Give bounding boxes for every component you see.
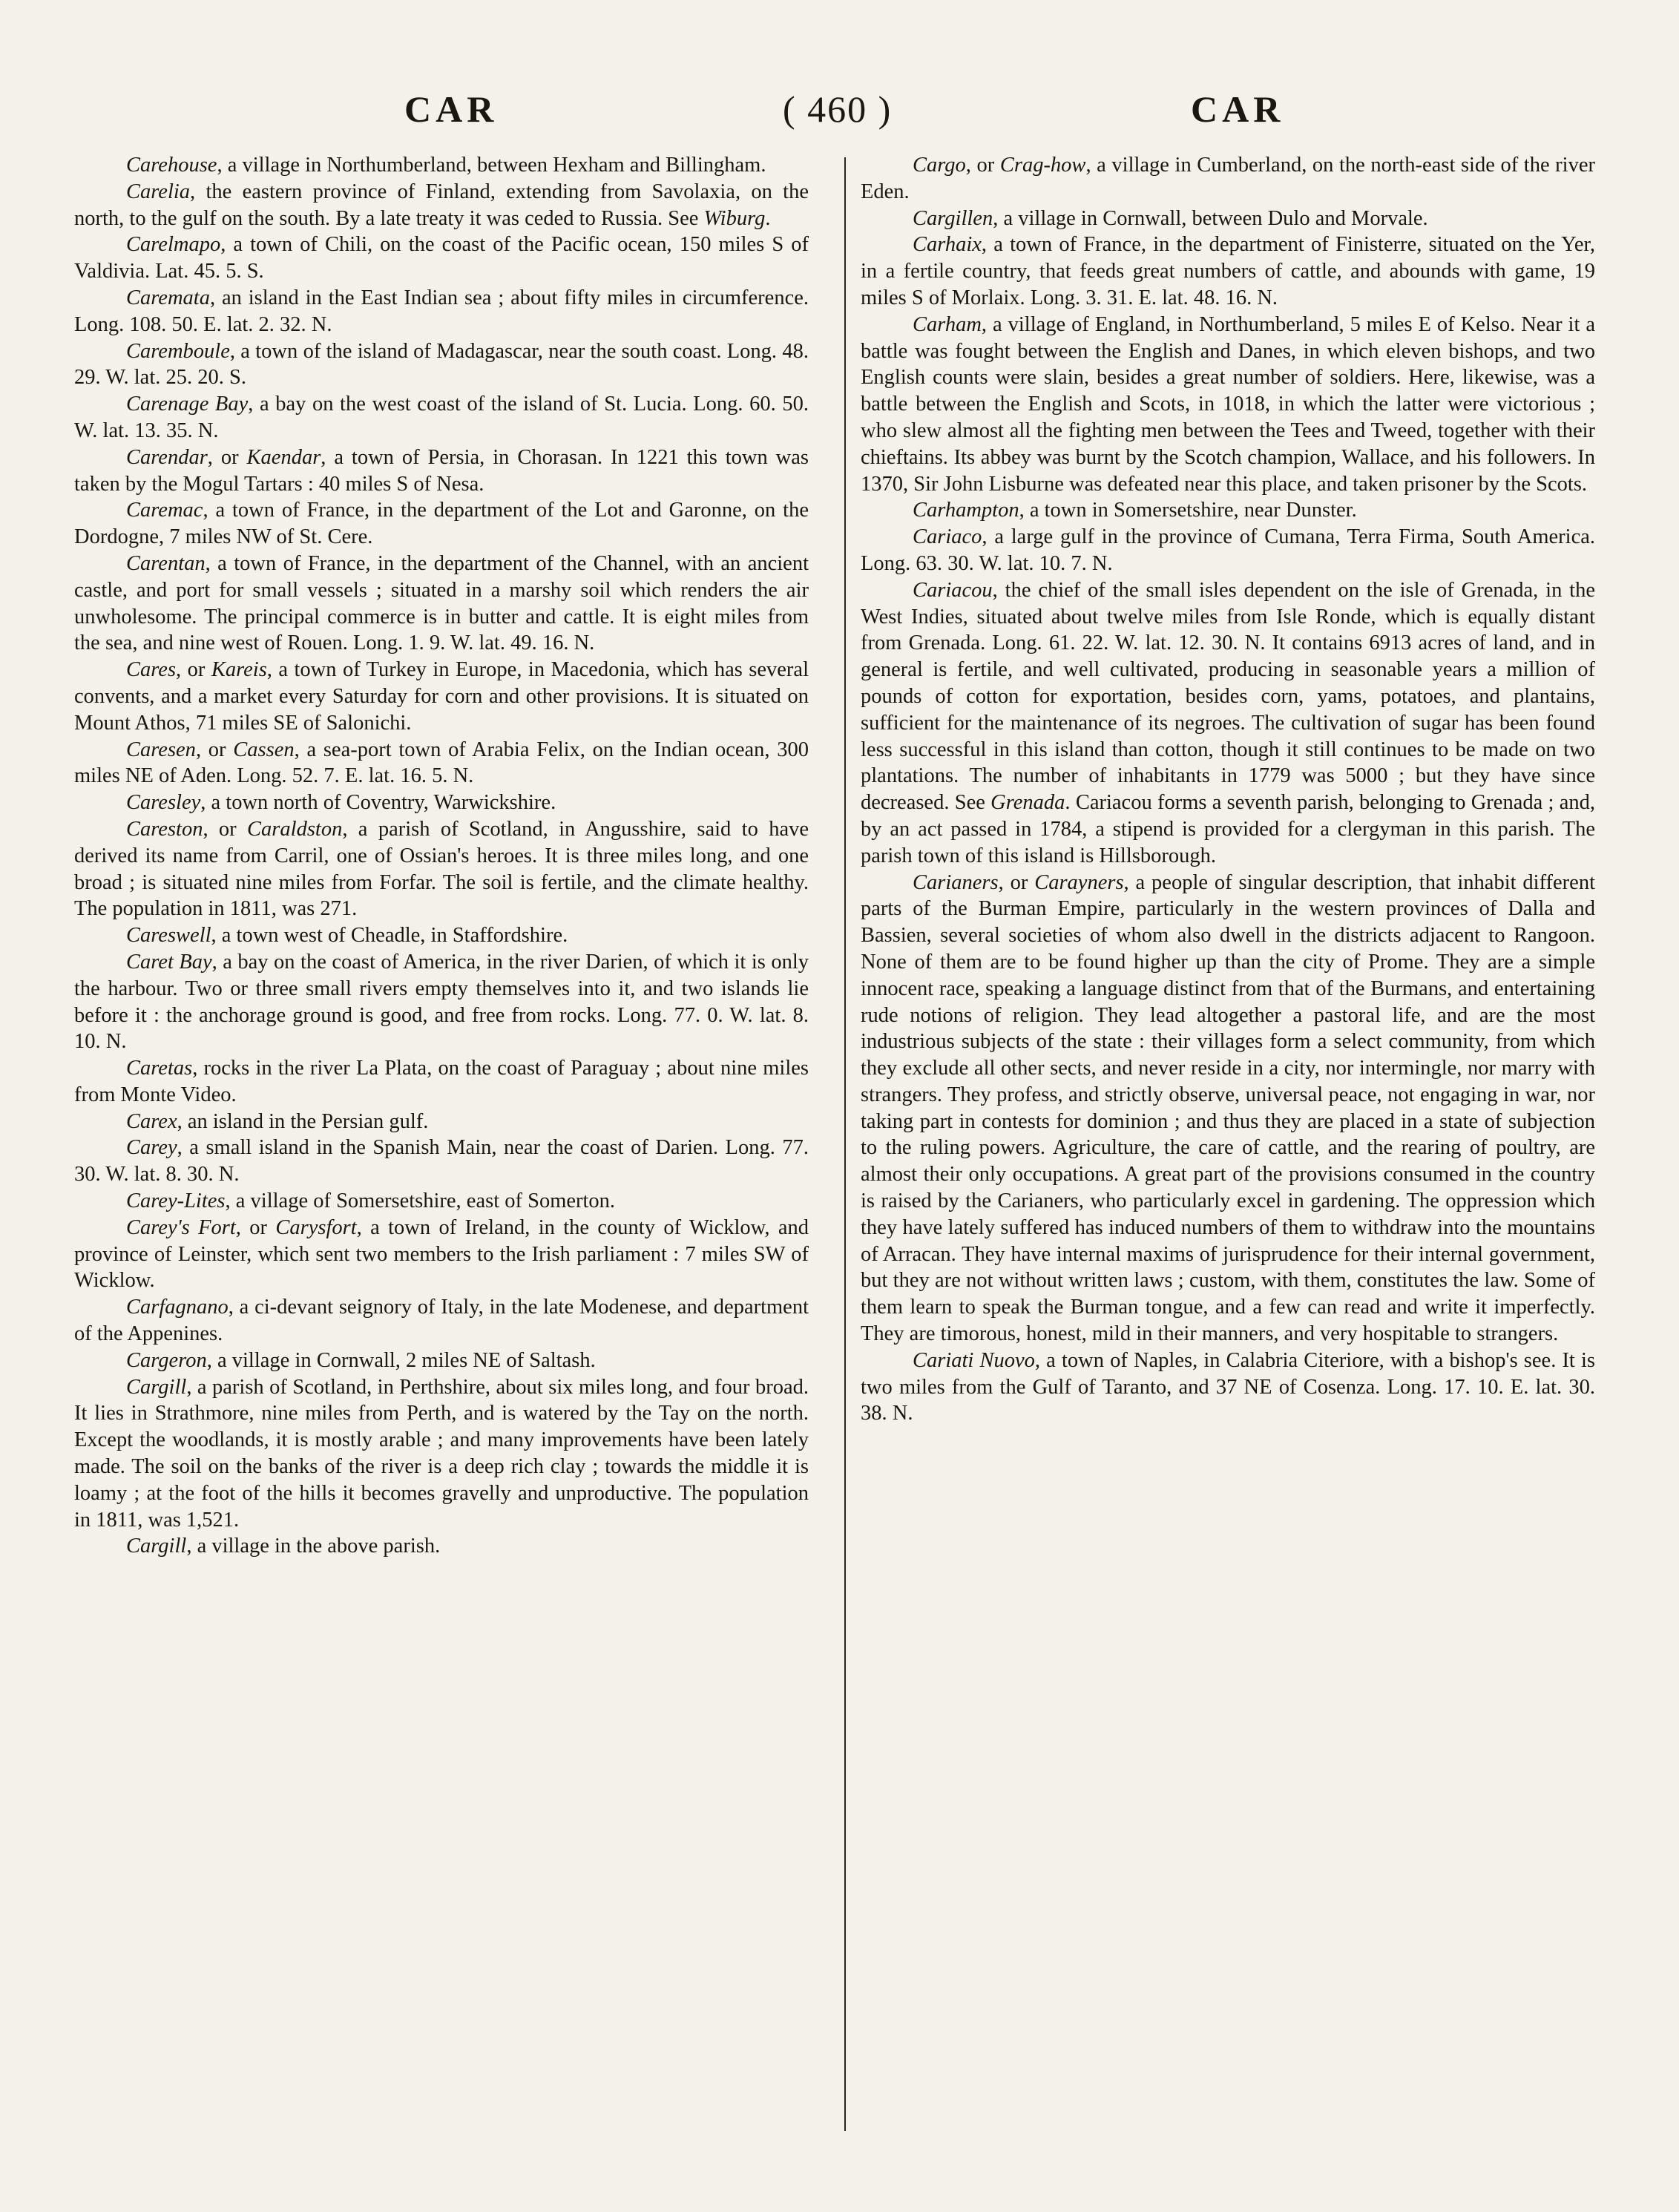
entry-text: , a small island in the Spanish Main, near the coast of Darien. Long. 77. 30. W. lat. 8. 30. N.: [74, 1136, 809, 1187]
entry-text: , a town of Naples, in Calabria Citeriore, with a bishop's see. It is two miles from the Gulf of Taranto, and 37 NE of Cosenza. Long. 17. 10. E. lat. 30. 38. N.: [861, 1348, 1595, 1425]
gazetteer-entry: [861, 312, 1595, 498]
entry-headword: Caremata: [126, 286, 210, 309]
entry-headword: Carenage Bay: [126, 393, 249, 416]
entry-text: , or: [998, 870, 1035, 894]
entry-text: , a village in Northumberland, between Hexham and Billingham.: [217, 154, 766, 177]
entry-text: , a parish of Scotland, in Angusshire, said to have derived its name from Carril, one of Ossian's heroes. It is three miles long, and one broad ; is situated nine miles from Forfar. The soil is fertile, and the climate healthy. The population in 1811, was 271.: [74, 817, 809, 921]
entry-text: , a people of singular description, that inhabit different parts of the Burman Empire, particularly in the western provinces of Dalla and Bassien, several societies of whom also dwell in the districts adjacent to Rangoon. None of them are to be found higher up than the city of Prome. They are a simple innocent race, speaking a language distinct from that of the Burmans, and entertaining rude notions of religion. They lead altogether a pastoral life, and are the most industrious subjects of the state : their villages form a select community, from which they exclude all other sects, and never reside in a city, nor intermingle, nor marry with strangers. They profess, and strictly observe, universal peace, not engaging in war, nor taking part in contests for dominion ; and thus they are placed in a state of subjection to the ruling powers. Agriculture, the care of cattle, and the rearing of poultry, are almost their only occupations. A great part of the provisions consumed in the country is raised by the Carianers, who particularly excel in gardening. The oppression which they have lately suffered has induced numbers of them to withdraw into the mountains of Arracan. They have internal maxims of jurisprudence for their internal government, but they are not without written laws ; custom, with them, constitutes the law. Some of them learn to speak the Burman tongue, and a few can read and write it imperfectly. They are timorous, honest, mild in their manners, and very hospitable to strangers.: [861, 870, 1595, 1346]
gazetteer-entry: [74, 1374, 809, 1534]
gazetteer-entry: [74, 152, 809, 179]
entry-text: , a town of Ireland, in the county of Wicklow, and province of Leinster, which sent two members to the Irish parliament : 7 miles SW of Wicklow.: [74, 1215, 809, 1293]
entry-headword: Grenada: [990, 791, 1065, 815]
gazetteer-entry: [74, 1135, 809, 1188]
entry-headword: Cares: [126, 658, 177, 682]
entry-text: , or: [203, 817, 248, 841]
entry-text: , an island in the East Indian sea ; about fifty miles in circumference. Long. 108. 50. E. lat. 2. 32. N.: [74, 286, 809, 336]
entry-headword: Carey: [126, 1136, 177, 1160]
gazetteer-entry: [74, 1215, 809, 1294]
entry-headword: Carhampton: [913, 499, 1019, 522]
entry-text: , a village in the above parish.: [186, 1535, 441, 1558]
entry-text: , a town of France, in the department of the Channel, with an ancient castle, and port for small vessels ; situated in a marshy soil which renders the air unwholesome. The principal commerce is in butter and cattle. It is eight miles from the sea, and nine west of Rouen. Long. 1. 9. W. lat. 49. 16. N.: [74, 551, 809, 655]
entry-text: , or: [176, 658, 211, 682]
entry-headword: Cariati Nuovo: [913, 1348, 1035, 1372]
column-divider: [844, 157, 846, 2131]
entry-text: , or: [235, 1215, 276, 1239]
entry-headword: Caraldston: [247, 817, 343, 841]
entry-text: , or: [207, 445, 247, 469]
gazetteer-entry: [861, 577, 1595, 870]
entry-text: , a village in Cornwall, 2 miles NE of Saltash.: [206, 1348, 596, 1372]
gazetteer-entry: [861, 152, 1595, 206]
gazetteer-entry: [74, 338, 809, 392]
entry-headword: Carysfort: [275, 1215, 357, 1239]
gazetteer-entry: [74, 737, 809, 790]
entry-headword: Cariaco: [913, 525, 982, 549]
entry-headword: Careswell: [126, 924, 211, 948]
entry-text: , a parish of Scotland, in Perthshire, about six miles long, and four broad. It lies in Strathmore, nine miles from Perth, and is watered by the Tay on the north. Except the woodlands, it is mostly arable ; and many improvements have been lately made. The soil on the banks of the river is a deep rich clay ; towards the middle it is loamy ; at the foot of the hills it becomes gravelly and unproductive. The population in 1811, was 1,521.: [74, 1375, 809, 1532]
entry-text: , a town of Turkey in Europe, in Macedonia, which has several convents, and a market every Saturday for corn and other provisions. It is situated on Mount Athos, 71 miles SE of Salonichi.: [74, 658, 809, 735]
entry-text: , a bay on the coast of America, in the river Darien, of which it is only the harbour. Two or three small rivers empty themselves into it, and two islands lie before it : the anchorage ground is good, and free from rocks. Long. 77. 0. W. lat. 8. 10. N.: [74, 950, 809, 1054]
gazetteer-entry: [74, 232, 809, 285]
gazetteer-entry: [74, 1294, 809, 1348]
gazetteer-entry: [74, 179, 809, 232]
header-right-word: CAR: [1191, 88, 1285, 130]
entry-headword: Cargo: [913, 154, 966, 177]
left-column: [74, 152, 809, 1560]
entry-headword: Caret Bay: [126, 950, 212, 974]
gazetteer-entry: [74, 285, 809, 338]
entry-text: , a town of France, in the department of Finisterre, situated on the Yer, in a fertile country, that feeds great numbers of cattle, and abounds with game, 19 miles S of Morlaix. Long. 3. 31. E. lat. 48. 16. N.: [861, 233, 1595, 309]
entry-text: , a village in Cumberland, on the north-east side of the river Eden.: [861, 154, 1595, 203]
entry-text: , a town of Persia, in Chorasan. In 1221 this town was taken by the Mogul Tartars : 40 miles S of Nesa.: [74, 445, 809, 496]
entry-headword: Cargeron: [126, 1348, 207, 1372]
gazetteer-entry: [74, 1109, 809, 1135]
entry-text: , a bay on the west coast of the island of St. Lucia. Long. 60. 50. W. lat. 13. 35. N.: [74, 393, 809, 442]
entry-text: , a sea-port town of Arabia Felix, on the Indian ocean, 300 miles NE of Aden. Long. 52. 7. E. lat. 16. 5. N.: [74, 738, 809, 788]
entry-headword: Cariacou: [913, 578, 993, 602]
gazetteer-entry: [861, 870, 1595, 1348]
entry-text: , a village of England, in Northumberland, 5 miles E of Kelso. Near it a battle was fought between the English and Danes, in which eleven bishops, and two English counts were slain, besides a great number of soldiers. Here, likewise, was a battle between the English and Scots, in 1018, in which the latter were victorious ; who slew almost all the fighting men between the Tees and Tweed, together with their chieftains. Its abbey was burnt by the Scotch champion, Wallace, and his followers. In 1370, Sir John Lisburne was defeated near this place, and taken prisoner by the Scots.: [861, 312, 1595, 496]
entry-headword: Cargill: [126, 1535, 187, 1558]
entry-text: , a town north of Coventry, Warwickshire.: [200, 791, 556, 815]
entry-text: , or: [965, 154, 1000, 177]
right-column: [861, 152, 1595, 1427]
gazetteer-entry: [861, 232, 1595, 311]
entry-headword: Cargill: [126, 1375, 187, 1399]
entry-text: , the chief of the small isles dependent on the isle of Grenada, in the West Indies, situated about twelve miles from Isle Ronde, which is equally distant from Grenada. Long. 61. 22. W. lat. 12. 30. N. It contains 6913 acres of land, and in general is fertile, and well cultivated, producing in seasonable years a million of pounds of cotton for exportation, besides corn, yams, potatoes, and plantains, sufficient for the maintenance of its negroes. The cultivation of sugar has been found less successful in this island than cotton, though it still continues to be made on two plantations. The number of inhabitants in 1779 was 5000 ; but they have since decreased. See: [861, 578, 1595, 815]
gazetteer-entry: [74, 1055, 809, 1109]
entry-text: , the eastern province of Finland, extending from Savolaxia, on the north, to the gulf on the south. By a late treaty it was ceded to Russia. See: [74, 180, 809, 230]
entry-headword: Caretas: [126, 1057, 193, 1080]
entry-text: , a ci-devant seignory of Italy, in the late Modenese, and department of the Appenines.: [74, 1296, 809, 1346]
entry-text: .: [765, 206, 771, 230]
entry-headword: Kaendar: [246, 445, 321, 469]
entry-headword: Carham: [913, 312, 982, 336]
gazetteer-entry: [861, 524, 1595, 577]
entry-text: , an island in the Persian gulf.: [177, 1109, 429, 1133]
gazetteer-entry: [74, 391, 809, 444]
gazetteer-entry: [74, 1188, 809, 1215]
entry-headword: Carentan: [126, 551, 206, 575]
entry-headword: Carehouse: [126, 154, 217, 177]
entry-headword: Careston: [126, 817, 203, 841]
gazetteer-entry: [861, 206, 1595, 232]
gazetteer-entry: [74, 1533, 809, 1560]
entry-headword: Carianers: [913, 870, 999, 894]
entry-headword: Carfagnano: [126, 1296, 229, 1319]
gazetteer-entry: [74, 551, 809, 657]
entry-headword: Caremboule: [126, 339, 230, 363]
entry-headword: Wiburg: [703, 206, 766, 230]
gazetteer-entry: [74, 1348, 809, 1374]
gazetteer-entry: [74, 444, 809, 498]
entry-text: , a village in Cornwall, between Dulo and Morvale.: [993, 206, 1428, 230]
entry-headword: Caresley: [126, 791, 201, 815]
entry-text: , a town west of Cheadle, in Staffordshire.: [211, 924, 568, 948]
entry-headword: Kareis: [211, 658, 267, 682]
gazetteer-entry: [74, 922, 809, 949]
entry-text: , rocks in the river La Plata, on the coast of Paraguay ; about nine miles from Monte Video.: [74, 1057, 809, 1106]
entry-headword: Caresen: [126, 738, 196, 761]
gazetteer-entry: [74, 949, 809, 1055]
gazetteer-entry: [74, 816, 809, 922]
entry-headword: Cargillen: [913, 206, 993, 230]
entry-text: , a town of the island of Madagascar, near the south coast. Long. 48. 29. W. lat. 25. 20. S.: [74, 339, 809, 390]
entry-text: , a town of Chili, on the coast of the Pacific ocean, 150 miles S of Valdivia. Lat. 45. 5. S.: [74, 233, 809, 283]
page-number: ( 460 ): [783, 88, 893, 130]
entry-headword: Carey's Fort: [126, 1215, 236, 1239]
entry-headword: Carayners: [1034, 870, 1124, 894]
header-left-word: CAR: [404, 88, 499, 130]
entry-headword: Caremac: [126, 499, 203, 522]
gazetteer-entry: [74, 657, 809, 736]
entry-text: . Cariacou forms a seventh parish, belonging to Grenada ; and, by an act passed in 1784, a stipend is provided for a clergyman in this parish. The parish town of this island is Hillsborough.: [861, 791, 1595, 867]
entry-headword: Carelmapo: [126, 233, 221, 257]
entry-headword: Carendar: [126, 445, 208, 469]
entry-headword: Carhaix: [913, 233, 982, 257]
entry-headword: Carex: [126, 1109, 177, 1133]
entry-headword: Carey-Lites: [126, 1189, 226, 1213]
gazetteer-entry: [74, 497, 809, 551]
gazetteer-entry: [74, 790, 809, 816]
entry-text: , a large gulf in the province of Cumana, Terra Firma, South America. Long. 63. 30. W. lat. 10. 7. N.: [861, 525, 1595, 575]
entry-headword: Crag-how: [999, 154, 1086, 177]
entry-text: , a town of France, in the department of the Lot and Garonne, on the Dordogne, 7 miles NW of St. Cere.: [74, 499, 809, 549]
entry-text: , a town in Somersetshire, near Dunster.: [1019, 499, 1357, 522]
entry-text: , a village of Somersetshire, east of Somerton.: [225, 1189, 616, 1213]
entry-text: , or: [195, 738, 234, 761]
entry-headword: Carelia: [126, 180, 191, 203]
entry-headword: Cassen: [233, 738, 295, 761]
running-header: [0, 88, 1679, 140]
gazetteer-entry: [861, 497, 1595, 524]
gazetteer-entry: [861, 1348, 1595, 1427]
